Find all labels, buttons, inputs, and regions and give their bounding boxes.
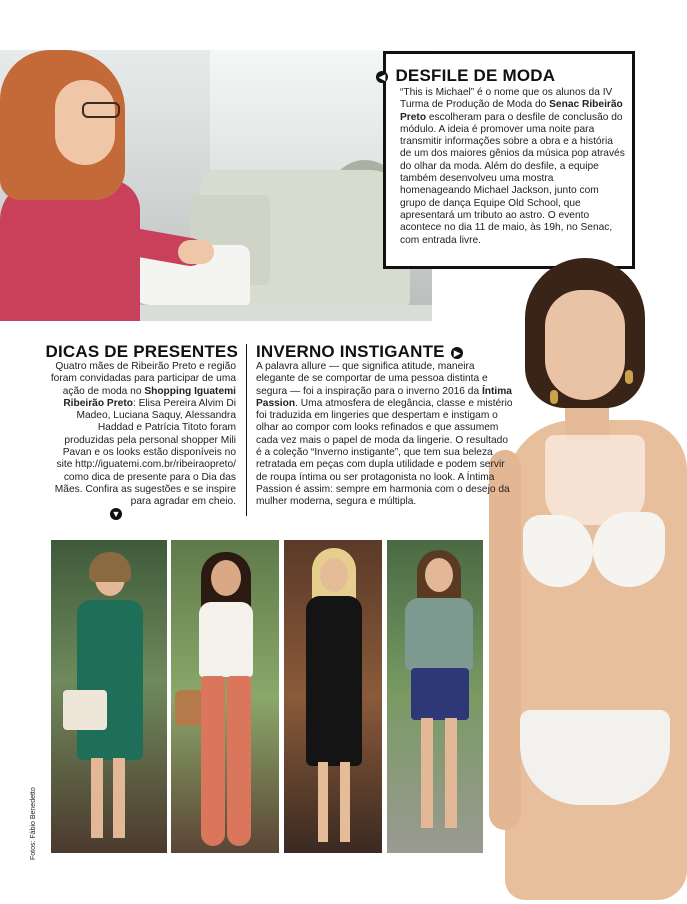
- desfile-title: DESFILE DE MODA: [395, 66, 556, 85]
- white-top: [199, 602, 253, 677]
- teal-blouse: [405, 598, 473, 670]
- inverno-heading: [256, 342, 476, 362]
- white-handbag: [63, 690, 107, 730]
- person-leg: [91, 758, 103, 838]
- navy-shorts: [411, 668, 469, 720]
- dicas-title: DICAS DE PRESENTES: [45, 342, 238, 361]
- person-hair: [89, 552, 131, 582]
- photo-credit-text: Fotos: Fábio Benedetto: [30, 787, 37, 860]
- lingerie-model-photo: [475, 250, 687, 904]
- coral-pants-leg: [227, 676, 251, 846]
- dicas-text: Quatro mães de Ribeirão Preto e região foram convidadas para participar de uma ação de moda no: [50, 361, 236, 397]
- person-leg: [421, 718, 433, 828]
- seamstress-hand: [178, 240, 214, 264]
- earring-icon: [625, 370, 633, 384]
- person-leg: [318, 762, 328, 842]
- column-divider: [246, 344, 247, 516]
- glasses-icon: [82, 102, 120, 118]
- inverno-text-cont: . Uma atmosfera de elegância, classe e mistério foi traduzida em lingeries que despertam e instigam o olhar ao compor com looks refinados e que assumem cada vez mais o papel de moda da lingerie. O resultado é a coleção “Inverno instigante”, que tem sua beleza retratada em peças com dupla utilidade e podem servir de roupa íntima ou ser protagonista no look. A Íntima Passion é assim: sempre em harmonia com o desejo da mulher moderna, segura e múltipla.: [256, 397, 513, 508]
- model-face: [545, 290, 625, 400]
- person-head: [320, 558, 348, 592]
- person-leg: [340, 762, 350, 842]
- arrow-right-circle-icon: ▶: [451, 347, 463, 359]
- person-head: [425, 558, 453, 592]
- desfile-body: [400, 87, 626, 247]
- green-dress: [77, 600, 143, 760]
- desfile-bold-text: Senac Ribeirão Preto: [400, 99, 623, 123]
- dicas-bold-text: Shopping Iguatemi Ribeirão Preto: [63, 385, 236, 409]
- brown-handbag: [175, 690, 203, 726]
- inverno-title: INVERNO INSTIGANTE: [256, 342, 445, 361]
- inverno-bold-text: Íntima Passion: [256, 385, 512, 409]
- sewing-photo: [0, 50, 432, 321]
- desfile-box: [378, 51, 635, 269]
- dicas-heading: [40, 342, 238, 362]
- black-dress: [306, 596, 362, 766]
- bra-right-cup: [593, 512, 665, 587]
- desfile-text-cont: escolheram para o desfile de conclusão do módulo. A ideia é promover uma noite para transmitir informações sobre a obra e a história de um dos maiores gênios da música pop através do olhar da moda. Além do desfile, a equipe também desenvolveu uma mostra homenageando Michael Jackson, junto com grupo de dança Equipe Old School, que apresentará um tributo ao astro. O evento acontece no dia 11 de maio, às 19h, no Senac, com entrada livre.: [400, 111, 625, 246]
- inverno-body: [256, 361, 514, 509]
- look-photo-coral-pants: [171, 540, 279, 853]
- lingerie-brief: [520, 710, 670, 805]
- coral-pants-leg: [201, 676, 225, 846]
- look-photo-navy-shorts: [387, 540, 483, 853]
- dicas-body: [50, 361, 236, 509]
- desfile-heading: [376, 66, 555, 86]
- photo-credit: [30, 780, 50, 860]
- person-leg: [445, 718, 457, 828]
- dicas-text-cont: : Elisa Pereira Alvim Di Madeo, Luciana Saquy, Alessandra Haddad e Patrícia Titoto foram produzidas pela personal shopper Mili Pavan e os looks estão disponíveis no site http://iguatemi.com.br/ribeiraopreto/ como dica de presente para o Dia das Mães. Confira as sugestões e se inspire para agradar em cheio.: [54, 397, 236, 508]
- desfile-text: “This is Michael” é o nome que os alunos da IV Turma de Produção de Moda do: [400, 87, 613, 111]
- earring-icon: [550, 390, 558, 404]
- look-photo-black-dress: [284, 540, 382, 853]
- look-photo-green-dress: [51, 540, 167, 853]
- seamstress-face: [55, 80, 115, 165]
- arrow-down-circle-icon: ▼: [111, 509, 121, 519]
- bra-left-cup: [523, 515, 593, 587]
- person-head: [211, 560, 241, 596]
- arrow-left-circle-icon: ◀: [376, 71, 388, 83]
- person-leg: [113, 758, 125, 838]
- inverno-text: A palavra allure — que significa atitude, maneira elegante de se comportar de uma pessoa distinta e segura — foi a inspiração para o inverno 2016 da: [256, 361, 488, 397]
